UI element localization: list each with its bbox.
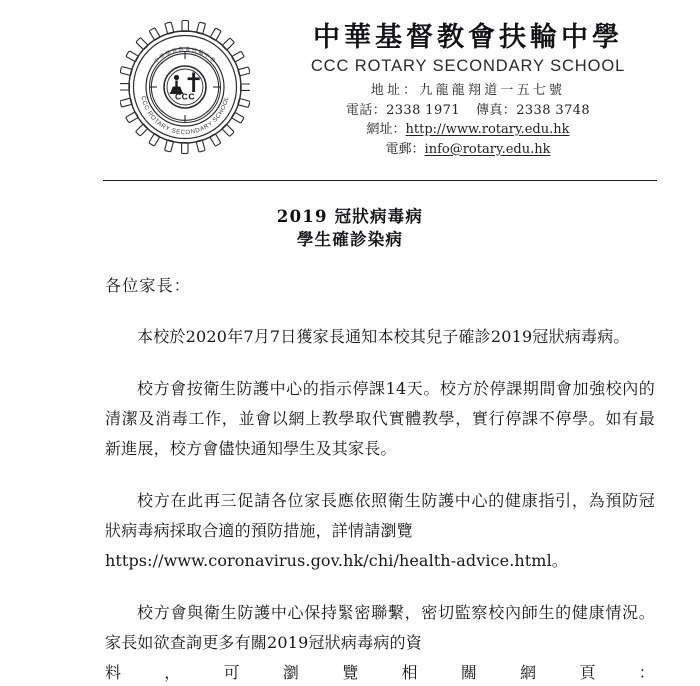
svg-text:CCC: CCC (174, 91, 196, 102)
svg-text:CCC ROTARY SECONDARY SCHOOL: CCC ROTARY SECONDARY SCHOOL (139, 95, 231, 137)
fax-value: 2338 3748 (516, 102, 591, 118)
school-crest-gear-icon (120, 18, 250, 158)
title-line-2: 學生確診染病 (296, 230, 404, 249)
address-line (258, 81, 678, 101)
school-name-chinese: 中華基督教會扶輪中學 (313, 22, 623, 53)
fax-label: 傳真： (476, 102, 517, 118)
tel-label: 電話： (345, 102, 387, 118)
letter-body (105, 274, 655, 686)
school-name-english: CCC ROTARY SECONDARY SCHOOL (310, 57, 626, 75)
email-link[interactable]: info@rotary.edu.hk (424, 141, 551, 157)
website-line (258, 120, 678, 140)
address-value: 九龍龍翔道一五七號 (419, 83, 566, 98)
email-line (258, 140, 678, 160)
tel-value: 2338 1971 (386, 102, 460, 118)
header-divider-rule (103, 180, 657, 181)
title-line-1: 2019 冠狀病毒病 (276, 207, 424, 226)
school-identity-block (258, 22, 678, 159)
body-paragraph-4: 校方會與衛生防護中心保持緊密聯繫，密切監察校內師生的健康情況。家長如欲查詢更多有關2019冠狀病毒病的資 (105, 603, 655, 652)
phone-fax-line (258, 101, 678, 121)
body-paragraph-2: 校方會按衛生防護中心的指示停課14天。校方於停課期間會加強校內的清潔及消毒工作，並會以網上教學取代實體教學，實行停課不停學。如有最新進展，校方會儘快通知學生及其家長。 (105, 379, 655, 458)
body-paragraph-4-lastline: 料，可瀏覽相關網頁： (105, 663, 655, 682)
address-label: 地址： (370, 83, 420, 98)
letterhead (0, 0, 700, 175)
body-paragraph-1: 本校於2020年7月7日獲家長通知本校其兒子確診2019冠狀病毒病。 (137, 327, 630, 346)
body-paragraph-3: 校方在此再三促請各位家長應依照衛生防護中心的健康指引，為預防冠狀病毒病採取合適的預防措施，詳情請瀏覽 (105, 491, 655, 540)
email-label: 電郵： (385, 141, 425, 157)
salutation: 各位家長： (105, 276, 192, 295)
website-label: 網址： (366, 122, 406, 137)
health-advice-url[interactable]: https://www.coronavirus.gov.hk/chi/health-advice.html。 (105, 551, 568, 570)
document-title (0, 205, 700, 251)
svg-text:中華基督教會扶輪中學: 中華基督教會扶輪中學 (153, 46, 217, 66)
website-link[interactable]: http://www.rotary.edu.hk (405, 122, 570, 137)
